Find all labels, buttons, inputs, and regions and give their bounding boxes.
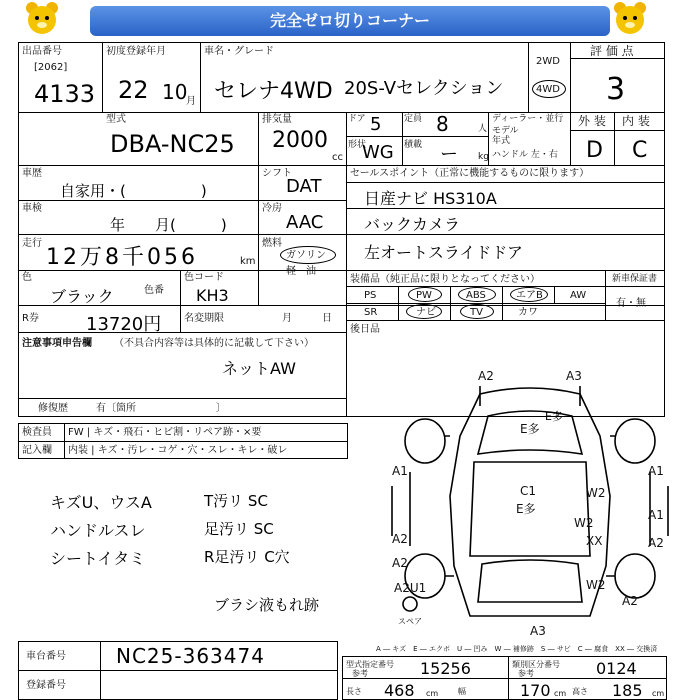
notice-text: ネットAW: [222, 359, 296, 378]
color-label: 色: [22, 272, 32, 283]
disp-label: 排気量: [262, 114, 292, 125]
displacement: 2000: [272, 128, 328, 153]
seats-label: 定員: [404, 114, 423, 124]
warranty-value: 有・無: [616, 298, 646, 309]
sales-label: セールスポイント（正常に機能するものに限ります）: [350, 168, 590, 179]
damage-mark-w2-right2: W2: [574, 516, 594, 530]
notes-row: 内装 | キズ・汚レ・コゲ・穴・スレ・キレ・破レ: [68, 445, 288, 456]
damage-mark-a2-left2: A2: [392, 556, 408, 570]
category: 0124: [596, 659, 637, 678]
spare-label: スペア: [398, 617, 422, 626]
damage-mark-a1-right2: A1: [648, 508, 664, 522]
warranty-label: 新車保証書: [612, 274, 658, 284]
width: 170: [520, 681, 551, 700]
rear-label: 後日品: [350, 324, 380, 335]
first-reg-month: 10: [162, 80, 188, 104]
damage-mark-a2u1: A2U1: [394, 581, 427, 595]
chassis-label: 車台番号: [26, 651, 66, 662]
load: ー: [440, 144, 458, 165]
damage-mark-e-hood: E多: [520, 422, 540, 436]
repair-value: 有〔箇所 〕: [96, 403, 226, 414]
damage-mark-a1-left: A1: [392, 464, 408, 478]
year-label: 年式: [492, 136, 511, 146]
drive-4wd: 4WD: [536, 84, 560, 95]
remark-left-1: キズU、ウスA: [50, 493, 152, 512]
recycle-label: R券: [22, 313, 39, 324]
lot-number: 4133: [34, 80, 96, 108]
doors: 5: [370, 114, 382, 135]
equip-airbag: エアB: [516, 290, 543, 301]
remark-right-1: T汚リ SC: [204, 492, 268, 510]
cm-1: cm: [426, 689, 439, 698]
cm-2: cm: [554, 689, 567, 698]
remark-left-3: シートイタミ: [50, 549, 146, 568]
shaken-value: 年 月( ): [110, 216, 227, 234]
ref-label-1: 参考: [352, 669, 368, 678]
damage-mark-a2-right: A2: [648, 536, 664, 550]
fuel-diesel: 軽 油: [286, 266, 316, 277]
kg-unit: kg: [478, 152, 489, 162]
type-designation-label: 型式指定番号: [346, 660, 394, 669]
first-reg-label: 初度登録年月: [106, 46, 166, 57]
shape-label: 形状: [348, 140, 367, 150]
cc-unit: cc: [332, 152, 343, 163]
type-label: 型式: [106, 114, 126, 125]
fuel-label: 燃料: [262, 238, 282, 249]
category-label: 類別区分番号: [512, 660, 560, 669]
equip-aw: AW: [570, 290, 587, 301]
ac-label: 冷房: [262, 203, 282, 214]
damage-mark-a3-rear: A3: [530, 624, 546, 638]
damage-mark-hood: E多: [545, 410, 563, 423]
ac: AAC: [286, 212, 324, 233]
length-label: 長さ: [346, 687, 362, 696]
sales-point-2: バックカメラ: [364, 215, 461, 234]
mileage: 12万8千056: [46, 245, 198, 270]
colorcode: KH3: [196, 286, 229, 305]
history: 自家用・( ): [60, 182, 207, 200]
ext-grade: D: [586, 138, 603, 163]
namechange-label: 名変期限: [184, 313, 224, 324]
model: DBA-NC25: [110, 130, 235, 158]
damage-mark-e-roof: E多: [516, 502, 536, 516]
height: 185: [612, 681, 643, 700]
handle-label: ハンドル 左・右: [492, 150, 558, 160]
mileage-label: 走行: [22, 238, 42, 249]
equip-tv: TV: [470, 307, 483, 318]
damage-mark-a3-top: A3: [566, 369, 582, 383]
damage-legend: A ― キズ E ― エクボ U ― 凹み W ― 補修跡 S ― サビ C ― 腐食 XX ― 交換済: [376, 645, 658, 653]
sales-point-1: 日産ナビ HS310A: [364, 189, 497, 208]
name-label: 車名・グレード: [204, 46, 274, 57]
load-label: 積載: [404, 140, 423, 150]
damage-mark-a2-top: A2: [478, 369, 494, 383]
int-label: 内 装: [622, 114, 650, 128]
colorcode-label: 色コード: [184, 272, 224, 283]
shaken-label: 車検: [22, 203, 42, 214]
history-label: 車歴: [22, 168, 42, 179]
ref-label-2: 参考: [518, 669, 534, 678]
remark-bottom: ブラシ液もれ跡: [214, 596, 320, 614]
inspector-row: FW | キズ・飛石・ヒビ割・リペア跡・×要: [68, 427, 262, 438]
namechange-month: 月: [282, 313, 292, 324]
int-grade: C: [632, 138, 648, 163]
height-label: 高さ: [572, 687, 588, 696]
remark-right-3: R足汚リ C穴: [204, 548, 290, 566]
damage-mark-c1-roof: C1: [520, 484, 537, 498]
shape: WG: [362, 142, 394, 163]
inspector-label: 検査員: [22, 427, 52, 438]
damage-mark-w2-rear: W2: [586, 578, 606, 592]
score: 3: [606, 72, 626, 107]
mascot-bear-icon-right: [612, 0, 648, 36]
shift: DAT: [286, 176, 322, 197]
dealer-label: ディーラー・並行: [492, 114, 564, 124]
car-name: セレナ4WD: [214, 79, 333, 104]
equip-abs: ABS: [466, 290, 486, 301]
ext-label: 外 装: [578, 114, 606, 128]
banner-title: 完全ゼロ切りコーナー: [90, 6, 610, 36]
lot-sub: [2062]: [34, 62, 68, 73]
month-unit: 月: [186, 96, 196, 107]
first-reg-year: 22: [118, 76, 149, 104]
damage-mark-a2-rear: A2: [622, 594, 638, 608]
recycle: 13720円: [86, 314, 162, 335]
equip-pw: PW: [416, 290, 432, 301]
damage-mark-a1-right: A1: [648, 464, 664, 478]
type-designation: 15256: [420, 659, 471, 678]
equip-navi: ナビ: [416, 307, 436, 318]
notice-sub: （不具合内容等は具体的に記載して下さい）: [114, 338, 314, 349]
drive-2wd: 2WD: [536, 56, 560, 67]
seats: 8: [436, 112, 449, 136]
remark-right-2: 足汚リ SC: [204, 520, 274, 538]
grade: 20S-Vセレクション: [344, 78, 504, 99]
model-label: モデル: [492, 126, 519, 136]
damage-mark-w2-right: W2: [586, 486, 606, 500]
width-label: 幅: [458, 687, 466, 696]
sales-point-3: 左オートスライドドア: [364, 243, 523, 262]
equip-leather: カワ: [518, 307, 538, 318]
score-label: 評 価 点: [590, 44, 634, 58]
equip-sr: SR: [364, 307, 378, 318]
shift-label: シフト: [262, 168, 292, 179]
person-unit: 人: [478, 124, 488, 134]
length: 468: [384, 681, 415, 700]
damage-mark-a2-left: A2: [392, 532, 408, 546]
doors-label: ドア: [348, 114, 366, 124]
mascot-bear-icon-left: [24, 0, 60, 36]
lot-label: 出品番号: [22, 46, 62, 57]
cm-3: cm: [652, 689, 665, 698]
equip-ps: PS: [364, 290, 377, 301]
fuel-petrol: ガソリン: [286, 250, 326, 261]
color: ブラック: [50, 287, 114, 306]
equip-label: 装備品（純正品に限りとなってください）: [350, 274, 540, 285]
notes-label: 記入欄: [22, 445, 52, 456]
km-unit: km: [240, 256, 256, 267]
chassis-number: NC25-363474: [116, 644, 265, 668]
reg-label: 登録番号: [26, 680, 66, 691]
damage-mark-xx: XX: [586, 534, 603, 548]
notice-label: 注意事項申告欄: [22, 338, 92, 349]
colorno-label: 色番: [144, 285, 164, 296]
repair-label: 修復歴: [38, 403, 68, 414]
namechange-day: 日: [322, 313, 332, 324]
remark-left-2: ハンドルスレ: [50, 521, 146, 540]
